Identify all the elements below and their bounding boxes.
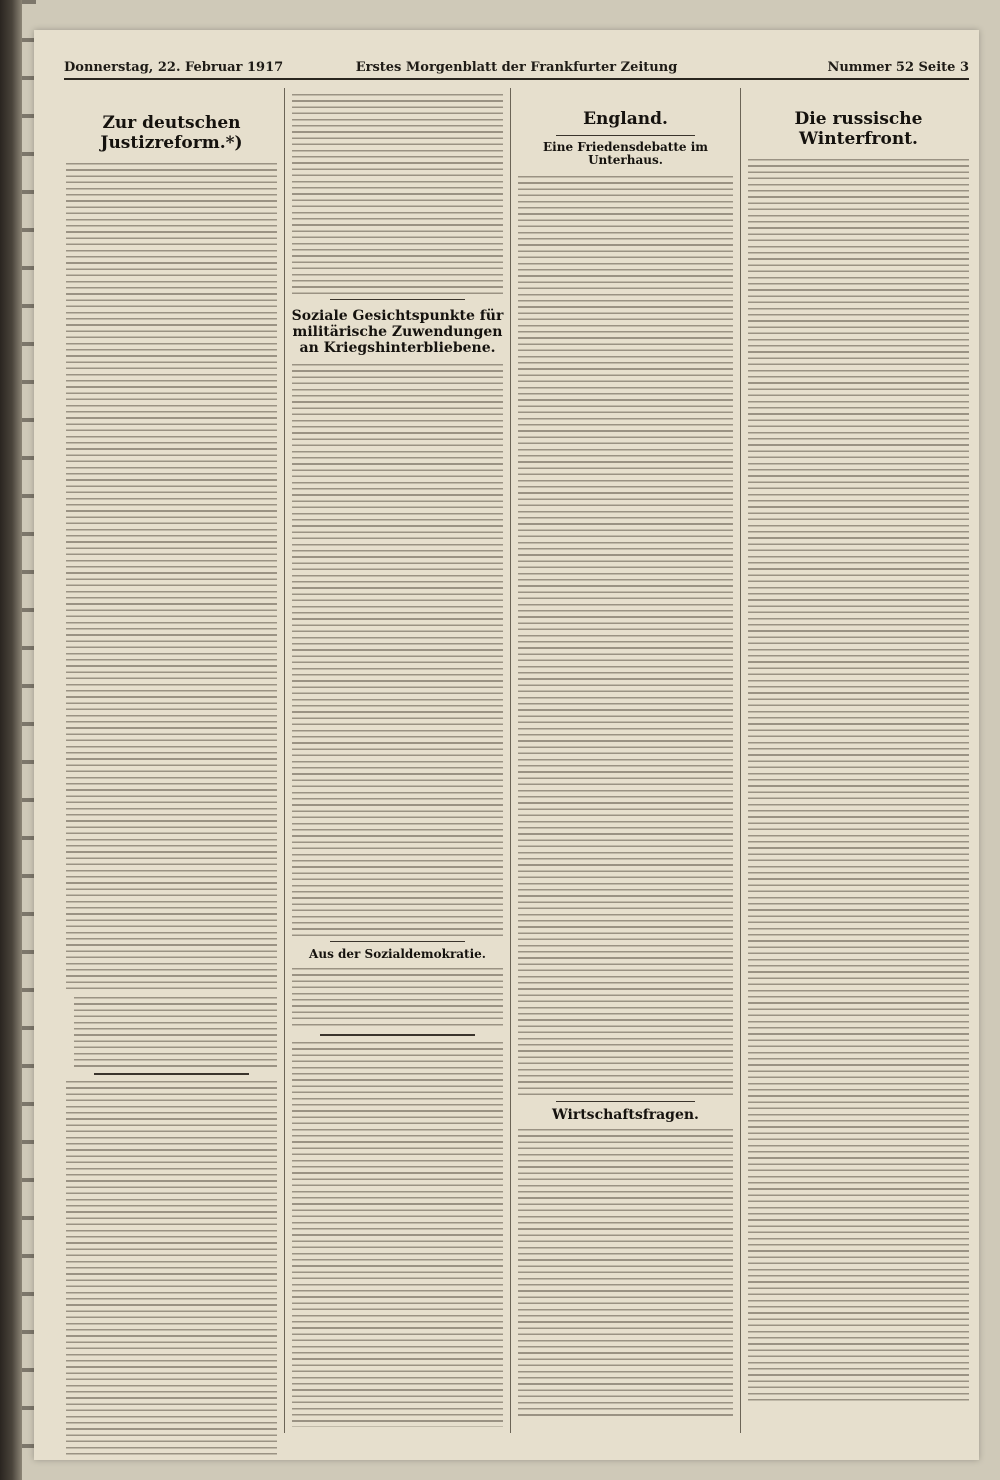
article-body <box>66 1081 277 1456</box>
headline-justizreform: Zur deutschen Justizreform.*) <box>100 113 243 153</box>
article-body <box>518 1129 733 1419</box>
section-separator <box>94 1073 249 1075</box>
footnote-text <box>74 997 277 1067</box>
column-3 <box>516 88 735 1433</box>
article-body <box>292 364 503 936</box>
masthead <box>64 60 969 80</box>
article-body <box>518 176 733 1096</box>
column-1 <box>64 88 279 1433</box>
section-separator <box>556 135 695 136</box>
headline-wirtschaftsfragen: Wirtschaftsfragen. <box>552 1107 699 1124</box>
column-rule <box>284 88 285 1433</box>
headline-winterfront: Die russische Winterfront. <box>794 109 923 149</box>
article-body <box>292 94 503 294</box>
section-separator <box>330 299 465 300</box>
section-separator <box>556 1101 695 1102</box>
column-rule <box>510 88 511 1433</box>
masthead-title: Erstes Morgenblatt der Frankfurter Zeitung <box>355 60 678 75</box>
subhead-friedensdebatte: Eine Friedensdebatte im Unterhaus. <box>543 139 708 168</box>
section-separator <box>330 941 465 942</box>
headline-soziale-gesichtspunkte: Soziale Gesichtspunkte für militärische Zuwendungen an Kriegshinterbliebene. <box>291 308 504 357</box>
article-body <box>292 968 503 1028</box>
section-separator <box>320 1034 475 1036</box>
column-4 <box>746 88 971 1433</box>
article-body <box>66 163 277 993</box>
article-body <box>292 1042 503 1427</box>
masthead-issue: Nummer 52 Seite 3 <box>827 60 969 75</box>
headline-england: England. <box>583 109 668 129</box>
column-2 <box>290 88 505 1433</box>
column-rule <box>740 88 741 1433</box>
masthead-date: Donnerstag, 22. Februar 1917 <box>64 60 284 75</box>
article-body <box>748 159 969 1404</box>
newspaper-page <box>34 30 979 1460</box>
headline-sozialdemokratie: Aus der Sozialdemokratie. <box>309 947 486 962</box>
page-binding <box>0 0 22 1480</box>
